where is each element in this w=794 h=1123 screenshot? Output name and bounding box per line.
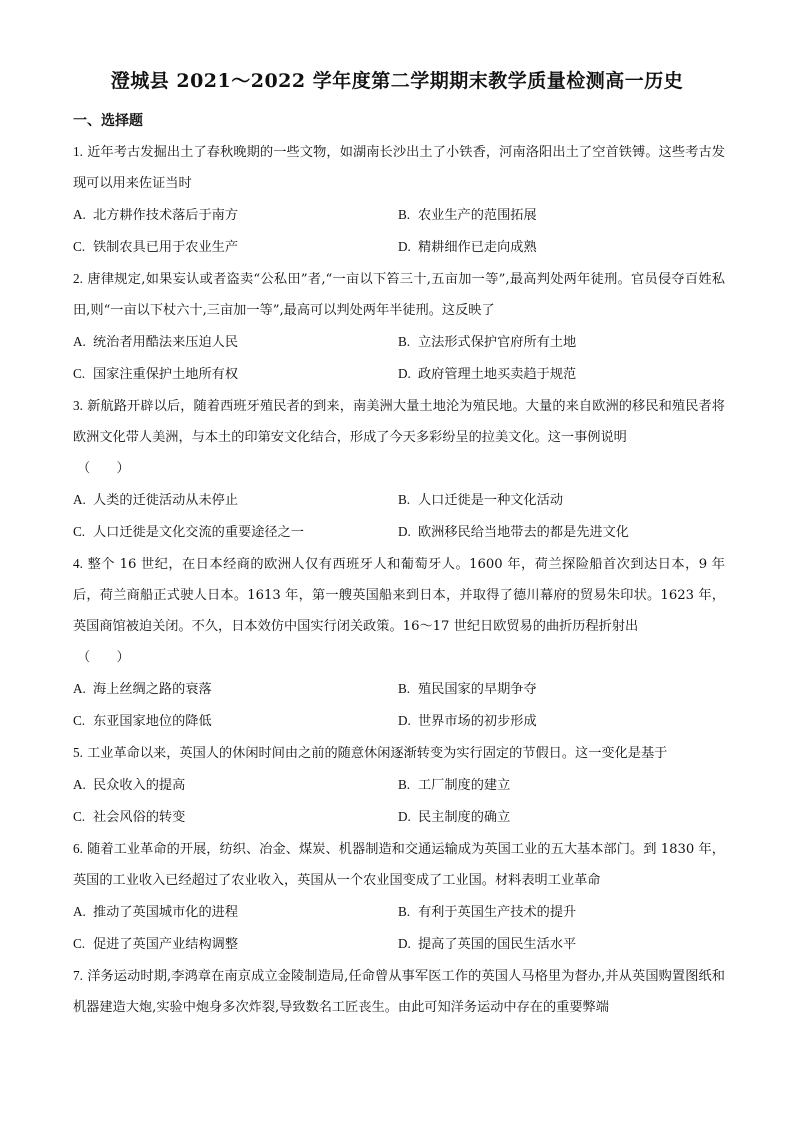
option-c — [73, 801, 398, 833]
option-text: 殖民国家的早期争夺 — [418, 682, 537, 697]
option-d — [398, 928, 723, 960]
question-text: 整个 16 世纪，在日本经商的欧洲人仅有西班牙人和葡萄牙人。1600 年，荷兰探险船首次到达日本，9 年后，荷兰商船正式驶人日本。1613 年，第一艘英国船来到日本，并取得了德川幕府的贸易朱印状。1623 年，英国商馆被迫关闭。不久，日本效仿中国实行闭关政策。16～17 世纪日欧贸易的曲折历程折射出 — [73, 557, 725, 634]
option-text: 欧洲移民给当地带去的都是先进文化 — [418, 525, 629, 540]
option-label: A. — [73, 681, 86, 696]
option-a — [73, 484, 398, 516]
option-label: C. — [73, 713, 86, 728]
option-label: C. — [73, 239, 86, 254]
option-text: 工厂制度的建立 — [418, 778, 511, 793]
option-label: D. — [398, 524, 411, 539]
option-text: 人口迁徙是文化交流的重要途径之一 — [93, 525, 304, 540]
option-b — [398, 673, 723, 705]
question-stem — [73, 390, 725, 453]
question-text: 洋务运动时期,李鸿章在南京成立金陵制造局,任命曾从事军医工作的英国人马格里为督办,并从英国购置图纸和机器建造大炮,实验中炮身多次炸裂,导致数名工匠丧生。由此可知洋务运动中存在的重要弊端 — [73, 969, 725, 1015]
option-text: 铁制农具已用于农业生产 — [93, 240, 239, 255]
option-text: 世界市场的初步形成 — [418, 714, 537, 729]
option-text: 促进了英国产业结构调整 — [93, 937, 239, 952]
question-3 — [73, 390, 725, 548]
option-text: 海上丝绸之路的衰落 — [93, 682, 212, 697]
options-grid — [73, 673, 725, 737]
option-text: 北方耕作技术落后于南方 — [93, 208, 239, 223]
option-text: 统治者用酷法来压迫人民 — [93, 335, 239, 350]
option-label: B. — [398, 681, 411, 696]
option-label: C. — [73, 936, 86, 951]
option-b — [398, 769, 723, 801]
question-1 — [73, 136, 725, 263]
question-6 — [73, 833, 725, 960]
option-label: D. — [398, 239, 411, 254]
question-stem — [73, 136, 725, 199]
option-text: 提高了英国的国民生活水平 — [418, 937, 577, 952]
option-label: A. — [73, 334, 86, 349]
option-a — [73, 769, 398, 801]
option-a — [73, 199, 398, 231]
option-text: 推动了英国城市化的进程 — [93, 905, 239, 920]
option-label: B. — [398, 777, 411, 792]
question-stem — [73, 737, 725, 769]
option-label: B. — [398, 334, 411, 349]
option-label: A. — [73, 492, 86, 507]
option-text: 东亚国家地位的降低 — [93, 714, 212, 729]
option-label: C. — [73, 366, 86, 381]
option-label: D. — [398, 809, 411, 824]
option-a — [73, 896, 398, 928]
option-b — [398, 896, 723, 928]
question-text: 近年考古发掘出土了春秋晚期的一些文物，如湖南长沙出土了小铁香，河南洛阳出土了空首铁镈。这些考古发现可以用来佐证当时 — [73, 145, 725, 191]
option-d — [398, 358, 723, 390]
question-number: 4. — [73, 556, 83, 571]
option-text: 民众收入的提高 — [93, 778, 186, 793]
option-b — [398, 199, 723, 231]
options-grid — [73, 484, 725, 548]
options-grid — [73, 896, 725, 960]
options-grid — [73, 769, 725, 833]
option-label: B. — [398, 207, 411, 222]
option-text: 人类的迁徙活动从未停止 — [93, 493, 239, 508]
option-c — [73, 231, 398, 263]
option-label: C. — [73, 524, 86, 539]
question-text: 工业革命以来，英国人的休闲时间由之前的随意休闲逐渐转变为实行固定的节假日。这一变化是基于 — [87, 746, 668, 761]
question-list — [73, 136, 725, 1023]
option-text: 有利于英国生产技术的提升 — [418, 905, 577, 920]
options-grid — [73, 199, 725, 263]
option-d — [398, 801, 723, 833]
question-number: 7. — [73, 968, 83, 983]
option-label: D. — [398, 936, 411, 951]
option-d — [398, 516, 723, 548]
option-a — [73, 673, 398, 705]
option-label: A. — [73, 207, 86, 222]
answer-bracket: （ ） — [77, 461, 130, 476]
option-text: 农业生产的范围拓展 — [418, 208, 537, 223]
option-text: 政府管理土地买卖趋于规范 — [418, 367, 577, 382]
options-grid — [73, 326, 725, 390]
option-label: A. — [73, 777, 86, 792]
question-2 — [73, 263, 725, 390]
option-label: B. — [398, 904, 411, 919]
option-text: 精耕细作已走向成熟 — [418, 240, 537, 255]
option-d — [398, 231, 723, 263]
option-c — [73, 358, 398, 390]
section-heading: 一、选择题 — [73, 113, 143, 129]
question-stem — [73, 263, 725, 326]
option-label: D. — [398, 366, 411, 381]
option-c — [73, 928, 398, 960]
option-c — [73, 705, 398, 737]
option-c — [73, 516, 398, 548]
question-text: 新航路开辟以后，随着西班牙殖民者的到来，南美洲大量土地沦为殖民地。大量的来自欧洲的移民和殖民者将欧洲文化带人美洲，与本土的印第安文化结合，形成了今天多彩纷呈的拉美文化。这一事例说明 — [73, 399, 725, 445]
option-text: 国家注重保护土地所有权 — [93, 367, 239, 382]
option-label: A. — [73, 904, 86, 919]
option-b — [398, 484, 723, 516]
question-number: 2. — [73, 271, 83, 286]
answer-bracket: （ ） — [77, 650, 130, 665]
option-a — [73, 326, 398, 358]
option-label: D. — [398, 713, 411, 728]
option-label: C. — [73, 809, 86, 824]
question-4 — [73, 548, 725, 737]
question-stem — [73, 833, 725, 896]
option-text: 立法形式保护官府所有土地 — [418, 335, 577, 350]
option-text: 社会风俗的转变 — [93, 810, 186, 825]
question-5 — [73, 737, 725, 833]
option-b — [398, 326, 723, 358]
question-text: 随着工业革命的开展，纺织、冶金、煤炭、机器制造和交通运输成为英国工业的五大基本部门。到 1830 年，英国的工业收入已经超过了农业收入，英国从一个农业国变成了工业国。材料表明工业革命 — [73, 842, 725, 888]
option-label: B. — [398, 492, 411, 507]
question-stem — [73, 960, 725, 1023]
question-number: 6. — [73, 841, 83, 856]
question-number: 5. — [73, 745, 83, 760]
question-7 — [73, 960, 725, 1023]
option-d — [398, 705, 723, 737]
option-text: 人口迁徙是一种文化活动 — [418, 493, 564, 508]
question-number: 3. — [73, 398, 83, 413]
question-number: 1. — [73, 144, 83, 159]
question-text: 唐律规定,如果妄认或者盗卖“公私田”者,“一亩以下笞三十,五亩加一等”,最高判处两年徒刑。官员侵夺百姓私田,则“一亩以下杖六十,三亩加一等”,最高可以判处两年半徒刑。这反映了 — [73, 272, 725, 318]
question-stem — [73, 548, 725, 642]
page-title: 澄城县 2021～2022 学年度第二学期期末教学质量检测高一历史 — [110, 70, 684, 92]
option-text: 民主制度的确立 — [418, 810, 511, 825]
